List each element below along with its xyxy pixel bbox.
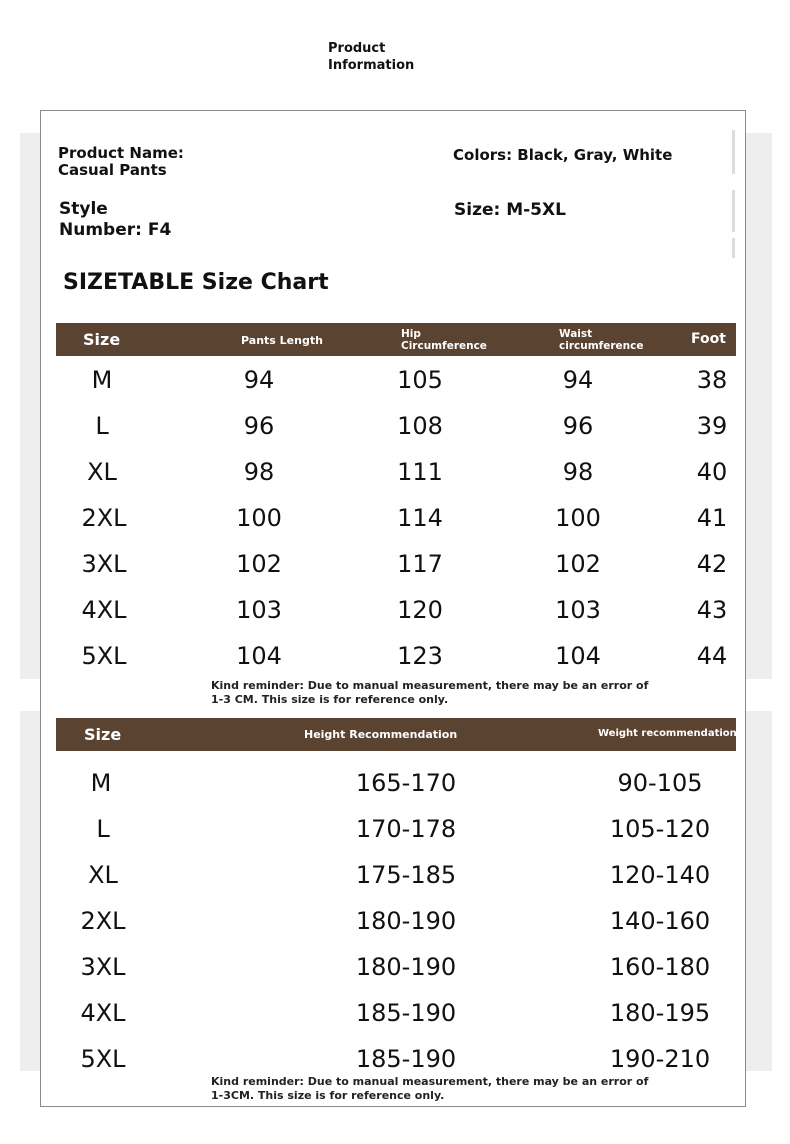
pants-length-cell: 94 xyxy=(243,366,275,394)
weight-cell: 160-180 xyxy=(609,953,711,981)
table-row xyxy=(56,907,736,953)
product-name: Product Name: Casual Pants xyxy=(58,144,184,179)
size-chart-header xyxy=(56,323,736,356)
header-height: Height Recommendation xyxy=(304,728,458,741)
size-cell: 3XL xyxy=(80,953,126,981)
weight-cell: 140-160 xyxy=(609,907,711,935)
weight-cell: 190-210 xyxy=(609,1045,711,1073)
table-row xyxy=(56,953,736,999)
hip-cell: 108 xyxy=(397,412,443,440)
waist-cell: 104 xyxy=(555,642,601,670)
size-cell: 4XL xyxy=(80,999,126,1027)
header-hip: Hip Circumference xyxy=(401,328,487,352)
header-foot: Foot xyxy=(691,331,726,347)
size-chart-title: SIZETABLE Size Chart xyxy=(63,270,329,295)
product-colors: Colors: Black, Gray, White xyxy=(453,146,673,164)
hip-cell: 123 xyxy=(397,642,443,670)
table-row xyxy=(56,769,736,815)
size-cell: XL xyxy=(88,861,118,889)
pants-length-cell: 102 xyxy=(236,550,282,578)
weight-cell: 120-140 xyxy=(609,861,711,889)
table-row xyxy=(56,815,736,861)
pants-length-cell: 96 xyxy=(243,412,275,440)
size-cell: M xyxy=(90,769,112,797)
size-range: Size: M-5XL xyxy=(454,200,566,220)
waist-cell: 96 xyxy=(562,412,594,440)
size-cell: 2XL xyxy=(81,504,127,532)
foot-cell: 40 xyxy=(696,458,728,486)
foot-cell: 42 xyxy=(696,550,728,578)
size-cell: 4XL xyxy=(81,596,127,624)
size-cell: M xyxy=(91,366,113,394)
hip-cell: 117 xyxy=(397,550,443,578)
pants-length-cell: 103 xyxy=(236,596,282,624)
hip-cell: 120 xyxy=(397,596,443,624)
weight-cell: 180-195 xyxy=(609,999,711,1027)
size-cell: 5XL xyxy=(81,642,127,670)
recommendation-note: Kind reminder: Due to manual measurement, there may be an error of 1-3CM. This size is for reference only. xyxy=(211,1075,649,1102)
foot-cell: 44 xyxy=(696,642,728,670)
waist-cell: 100 xyxy=(555,504,601,532)
decorative-divider xyxy=(732,238,735,258)
waist-cell: 98 xyxy=(562,458,594,486)
table-row xyxy=(56,596,736,642)
recommendation-body xyxy=(56,769,736,1091)
table-row xyxy=(56,504,736,550)
recommendation-header xyxy=(56,718,736,751)
size-cell: 3XL xyxy=(81,550,127,578)
height-cell: 180-190 xyxy=(355,907,457,935)
table-row xyxy=(56,458,736,504)
waist-cell: 102 xyxy=(555,550,601,578)
foot-cell: 39 xyxy=(696,412,728,440)
header-waist: Waist circumference xyxy=(559,328,644,352)
size-cell: L xyxy=(96,815,110,843)
hip-cell: 111 xyxy=(397,458,443,486)
height-cell: 175-185 xyxy=(355,861,457,889)
foot-cell: 38 xyxy=(696,366,728,394)
foot-cell: 43 xyxy=(696,596,728,624)
pants-length-cell: 104 xyxy=(236,642,282,670)
size-cell: 5XL xyxy=(80,1045,126,1073)
decorative-divider xyxy=(732,190,735,232)
size-chart-body xyxy=(56,366,736,688)
header-weight: Weight recommendation xyxy=(598,728,737,739)
decorative-divider xyxy=(732,130,735,174)
size-cell: XL xyxy=(87,458,117,486)
waist-cell: 103 xyxy=(555,596,601,624)
pants-length-cell: 98 xyxy=(243,458,275,486)
hip-cell: 114 xyxy=(397,504,443,532)
header-pants-length: Pants Length xyxy=(241,334,323,347)
size-cell: L xyxy=(95,412,109,440)
size-cell: 2XL xyxy=(80,907,126,935)
page-title: Product Information xyxy=(328,41,415,73)
foot-cell: 41 xyxy=(696,504,728,532)
size-chart-note: Kind reminder: Due to manual measurement, there may be an error of 1-3 CM. This size is for reference only. xyxy=(211,679,649,706)
height-cell: 170-178 xyxy=(355,815,457,843)
table-row xyxy=(56,366,736,412)
table-row xyxy=(56,550,736,596)
header-size: Size xyxy=(84,725,122,744)
hip-cell: 105 xyxy=(397,366,443,394)
table-row xyxy=(56,861,736,907)
height-cell: 180-190 xyxy=(355,953,457,981)
table-row xyxy=(56,412,736,458)
pants-length-cell: 100 xyxy=(236,504,282,532)
weight-cell: 90-105 xyxy=(617,769,703,797)
waist-cell: 94 xyxy=(562,366,594,394)
weight-cell: 105-120 xyxy=(609,815,711,843)
header-size: Size xyxy=(83,330,121,349)
table-row xyxy=(56,999,736,1045)
height-cell: 165-170 xyxy=(355,769,457,797)
style-number: Style Number: F4 xyxy=(59,199,172,240)
height-cell: 185-190 xyxy=(355,999,457,1027)
height-cell: 185-190 xyxy=(355,1045,457,1073)
